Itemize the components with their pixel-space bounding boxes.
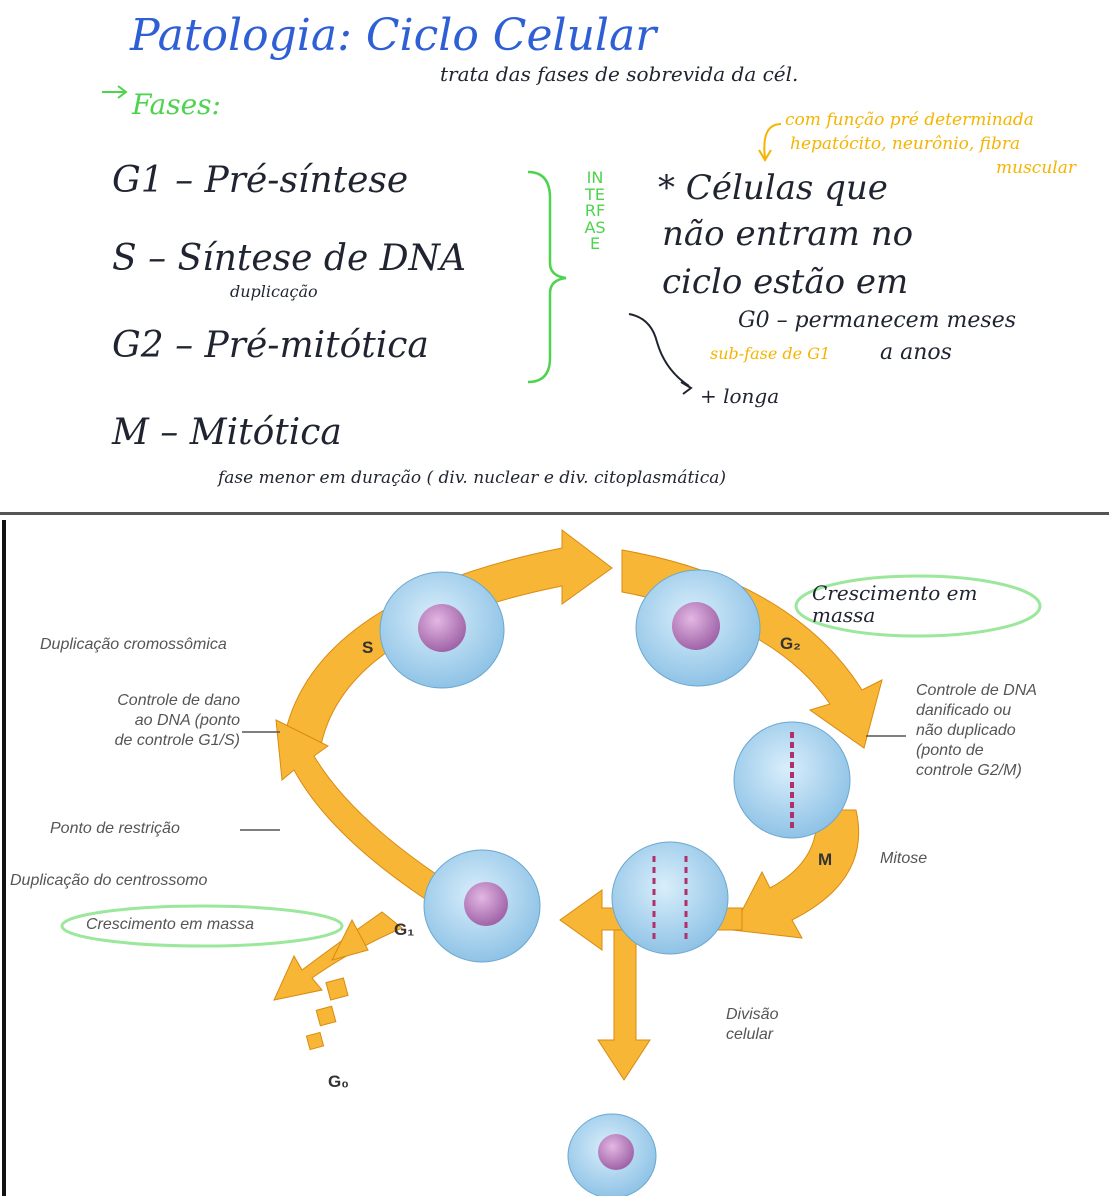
- orange-note-1: com função pré determinada: [785, 110, 1034, 130]
- cells-note-3: ciclo estão em: [662, 262, 909, 302]
- arrow-down: [598, 930, 650, 1080]
- label-ctrl-dano-3: de controle G1/S): [114, 732, 240, 749]
- label-ctrl-dano-2: ao DNA (ponto: [134, 712, 240, 729]
- phase-m-note: fase menor em duração ( div. nuclear e div. citoplasmática): [218, 468, 727, 488]
- label-divisao-2: celular: [726, 1026, 774, 1043]
- label-restricao: Ponto de restrição: [50, 820, 180, 837]
- longest-note: + longa: [700, 384, 780, 408]
- phase-label-g0: G₀: [328, 1072, 349, 1091]
- label-ctrl-dna-5: controle G2/M): [916, 762, 1022, 779]
- interfase-vertical-label: INTERFASE: [584, 168, 606, 253]
- arrow-icon: [100, 82, 130, 102]
- phase-label-s: S: [362, 638, 374, 657]
- label-crescimento-hand: Crescimento em massa: [812, 581, 978, 627]
- phase-label-m: M: [818, 850, 833, 869]
- orange-note-2: hepatócito, neurônio, fibra: [790, 134, 1021, 154]
- subfase-note: sub-fase de G1: [710, 344, 831, 363]
- fases-heading: Fases:: [132, 88, 221, 121]
- label-dup-centrossomo: Duplicação do centrossomo: [10, 872, 208, 889]
- g0-note: G0 – permanecem meses: [738, 308, 1017, 333]
- long-arrow-icon: [625, 308, 705, 398]
- label-crescimento-massa: Crescimento em massa: [86, 916, 255, 933]
- phase-g1: G1 – Pré-síntese: [112, 160, 409, 201]
- brace-icon: [522, 168, 572, 388]
- cell-anaphase: [612, 842, 728, 954]
- phase-label-g1: G₁: [394, 920, 415, 939]
- phase-g2: G2 – Pré-mitótica: [112, 325, 429, 366]
- orange-note-3: muscular: [996, 158, 1076, 178]
- g0-note-cont: a anos: [880, 340, 952, 365]
- divider: [0, 512, 1109, 515]
- phase-m: M – Mitótica: [112, 412, 342, 453]
- page-title: Patologia: Ciclo Celular: [130, 10, 657, 61]
- label-ctrl-dano-1: Controle de dano: [117, 692, 240, 709]
- label-ctrl-dna-1: Controle de DNA: [916, 682, 1037, 699]
- phase-s: S – Síntese de DNA: [112, 238, 467, 279]
- cells-note-1: * Células que: [658, 168, 888, 208]
- label-ctrl-dna-4: (ponto de: [916, 742, 984, 759]
- label-divisao-1: Divisão: [726, 1006, 779, 1023]
- phase-label-g2: G₂: [780, 634, 801, 653]
- label-ctrl-dna-3: não duplicado: [916, 722, 1016, 739]
- cell-cycle-diagram: [2, 520, 1109, 1196]
- label-mitose: Mitose: [880, 850, 928, 867]
- arrow-g1: [276, 720, 454, 910]
- cell-metaphase: [734, 722, 850, 838]
- label-ctrl-dna-2: danificado ou: [916, 702, 1012, 719]
- phase-s-note: duplicação: [230, 282, 318, 301]
- cells-note-2: não entram no: [662, 214, 914, 254]
- curved-arrow-icon: [755, 118, 787, 164]
- label-dup-cromossomica: Duplicação cromossômica: [40, 636, 227, 653]
- subtitle: trata das fases de sobrevida da cél.: [440, 62, 799, 86]
